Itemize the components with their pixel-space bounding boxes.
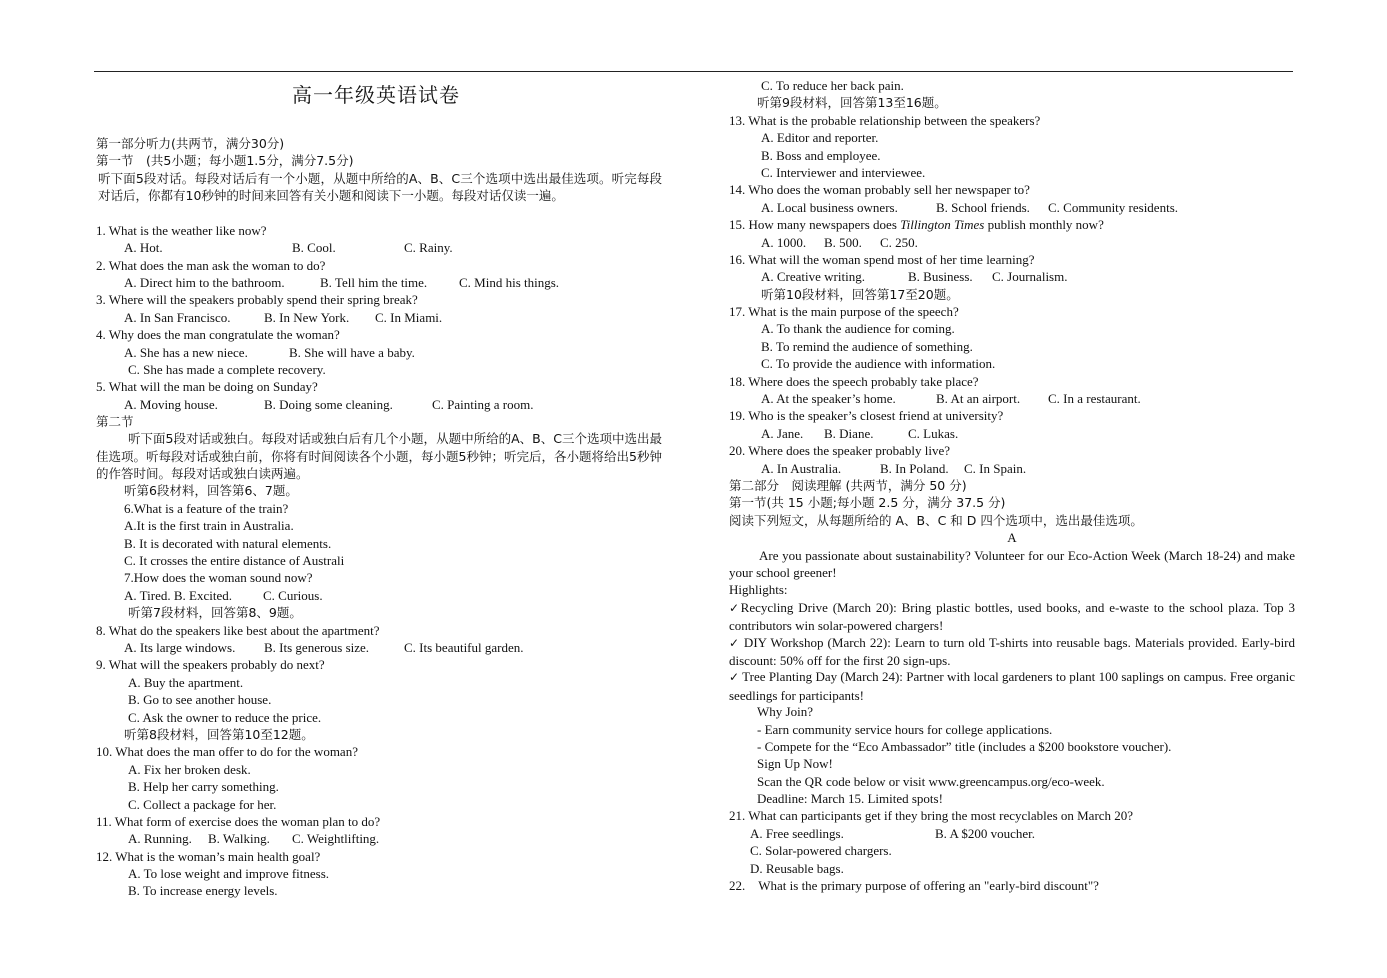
- option-a: A. Running.: [128, 831, 192, 847]
- option-b: B. Cool.: [292, 240, 336, 256]
- option-c: C. In Miami.: [375, 309, 443, 325]
- highlight-recycling: [729, 599, 1295, 634]
- question-4: 4. Why does the man congratulate the woman?: [96, 327, 340, 343]
- option-a: A. Moving house.: [124, 396, 218, 412]
- question-5-options: [96, 396, 662, 413]
- part2-section1-header: 第一节(共 15 小题;每小题 2.5 分，满分 37.5 分): [729, 495, 1006, 511]
- option-c: C. Community residents.: [1048, 199, 1178, 215]
- option-c: C. In a restaurant.: [1048, 391, 1141, 407]
- question-6-option-b: B. It is decorated with natural elements.: [124, 535, 332, 551]
- option-b: B. School friends.: [936, 199, 1030, 215]
- passage-label: A: [1007, 530, 1017, 546]
- question-11: 11. What form of exercise does the woman plan to do?: [96, 813, 381, 829]
- section1-header: 第一节 (共5小题；每小题1.5分，满分7.5分): [96, 153, 354, 169]
- question-17-option-b: B. To remind the audience of something.: [761, 338, 973, 354]
- question-9-option-a: A. Buy the apartment.: [128, 674, 244, 690]
- question-12-option-a: A. To lose weight and improve fitness.: [128, 866, 330, 882]
- question-1: 1. What is the weather like now?: [96, 222, 267, 238]
- material-8-header: 听第8段材料，回答第10至12题。: [124, 726, 314, 742]
- option-b: B. Doing some cleaning.: [264, 396, 393, 412]
- signup-heading: Sign Up Now!: [757, 756, 833, 772]
- option-ab: A. Tired. B. Excited.: [124, 587, 232, 603]
- option-b: B. Tell him the time.: [320, 274, 428, 290]
- highlight-text: Tree Planting Day (March 24): Partner with local gardeners to plant 100 saplings on campus. Free organic seedlings for participants!: [729, 669, 1295, 703]
- question-5: 5. What will the man be doing on Sunday?: [96, 379, 318, 395]
- option-a: A. In San Francisco.: [124, 309, 231, 325]
- question-17-option-c: C. To provide the audience with information.: [761, 356, 996, 372]
- option-a: A. Jane.: [761, 425, 804, 441]
- question-9: 9. What will the speakers probably do next?: [96, 657, 325, 673]
- question-7-options: [96, 587, 662, 604]
- question-14-options: [729, 199, 1295, 216]
- question-12-option-b: B. To increase energy levels.: [128, 883, 278, 899]
- question-21: 21. What can participants get if they bring the most recyclables on March 20?: [729, 808, 1134, 824]
- question-13-option-c: C. Interviewer and interviewee.: [761, 164, 926, 180]
- option-c: C. Painting a room.: [432, 396, 534, 412]
- question-6-option-c: C. It crosses the entire distance of Australi: [124, 553, 345, 569]
- highlight-text: Recycling Drive (March 20): Bring plastic bottles, used books, and e-waste to the school plaza. Top 3 contributors win solar-powered chargers!: [729, 599, 1295, 634]
- question-3: 3. Where will the speakers probably spend their spring break?: [96, 292, 418, 308]
- option-c: C. Journalism.: [992, 269, 1068, 285]
- part2-instructions: 阅读下列短文，从每题所给的 A、B、C 和 D 四个选项中，选出最佳选项。: [729, 512, 1143, 528]
- question-22: 22. What is the primary purpose of offering an "early-bird discount"?: [729, 878, 1099, 894]
- question-17: 17. What is the main purpose of the speech?: [729, 304, 959, 320]
- option-c: C. Rainy.: [404, 240, 453, 256]
- option-c: C. Lukas.: [908, 425, 959, 441]
- option-c: C. Mind his things.: [459, 274, 560, 290]
- question-17-option-a: A. To thank the audience for coming.: [761, 321, 955, 337]
- question-1-options: [96, 239, 662, 256]
- option-a: A. At the speaker’s home.: [761, 391, 896, 407]
- highlight-text: DIY Workshop (March 22): Learn to turn old T-shirts into reusable bags. Materials provided. Early-bird discount: 50% off for the first 20 sign-ups.: [729, 634, 1296, 668]
- signup-deadline: Deadline: March 15. Limited spots!: [757, 791, 943, 807]
- question-10: 10. What does the man offer to do for the woman?: [96, 744, 358, 760]
- question-14: 14. Who does the woman probably sell her newspaper to?: [729, 182, 1030, 198]
- option-a: A. Free seedlings.: [750, 825, 844, 841]
- question-16-options: [729, 268, 1295, 285]
- question-10-option-c: C. Collect a package for her.: [128, 796, 277, 812]
- question-12-option-c: C. To reduce her back pain.: [761, 78, 904, 93]
- option-a: A. She has a new niece.: [124, 344, 248, 360]
- check-icon: ✓: [729, 635, 740, 650]
- part2-header: 第二部分 阅读理解 (共两节，满分 50 分): [729, 477, 967, 493]
- question-16: 16. What will the woman spend most of her time learning?: [729, 251, 1035, 267]
- question-20: 20. Where does the speaker probably live?: [729, 443, 951, 459]
- section1-instructions: 听下面5段对话。每段对话后有一个小题，从题中所给的A、B、C三个选项中选出最佳选项。听完每段对话后，你都有10秒钟的时间来回答有关小题和阅读下一小题。每段对话仅读一遍。: [98, 170, 662, 204]
- question-8-options: [96, 639, 662, 656]
- question-15: [729, 216, 1295, 233]
- question-13: 13. What is the probable relationship between the speakers?: [729, 112, 1041, 128]
- why-join-heading: Why Join?: [757, 704, 813, 720]
- highlight-tree-planting: [729, 668, 1295, 703]
- question-11-options: [96, 830, 662, 847]
- option-a: A. 1000.: [761, 234, 807, 250]
- part1-header: 第一部分听力(共两节，满分30分): [96, 136, 285, 151]
- question-9-option-b: B. Go to see another house.: [128, 692, 272, 708]
- question-18-options: [729, 390, 1295, 407]
- section2-instructions: 听下面5段对话或独白。每段对话或独白后有几个小题，从题中所给的A、B、C三个选项中选出最佳选项。听每段对话或独白前，你将有时间阅读各个小题，每小题5秒钟；听完后，各小题将给出5秒钟的作答时间。每段对话或独白读两遍。: [96, 431, 662, 482]
- question-12: 12. What is the woman’s main health goal?: [96, 848, 321, 864]
- question-13-option-a: A. Editor and reporter.: [761, 130, 879, 146]
- question-18: 18. Where does the speech probably take place?: [729, 373, 979, 389]
- option-a: A. Direct him to the bathroom.: [124, 274, 285, 290]
- question-7: 7.How does the woman sound now?: [124, 570, 313, 586]
- option-c: C. Curious.: [263, 587, 323, 603]
- highlight-workshop: [729, 634, 1295, 669]
- question-9-option-c: C. Ask the owner to reduce the price.: [128, 709, 322, 725]
- option-a: A. Its large windows.: [124, 639, 236, 655]
- option-b: B. Walking.: [208, 831, 270, 847]
- question-6: 6.What is a feature of the train?: [124, 500, 289, 516]
- question-6-option-a: A.It is the first train in Australia.: [124, 518, 294, 534]
- material-7-header: 听第7段材料，回答第8、9题。: [128, 605, 302, 621]
- question-13-option-b: B. Boss and employee.: [761, 147, 881, 163]
- why-join-item-1: - Earn community service hours for college applications.: [757, 721, 1053, 737]
- option-b: B. In New York.: [264, 309, 350, 325]
- option-a: A. In Australia.: [761, 460, 842, 476]
- option-b: B. She will have a baby.: [289, 344, 415, 360]
- check-icon: ✓: [729, 670, 740, 685]
- option-b: B. 500.: [824, 234, 862, 250]
- question-15-pre: 15. How many newspapers does: [729, 217, 901, 233]
- question-2: 2. What does the man ask the woman to do?: [96, 257, 326, 273]
- question-19: 19. Who is the speaker’s closest friend at university?: [729, 408, 1004, 424]
- option-b: B. At an airport.: [936, 391, 1021, 407]
- question-10-option-a: A. Fix her broken desk.: [128, 761, 251, 777]
- option-a: A. Creative writing.: [761, 269, 865, 285]
- option-b: B. Business.: [908, 269, 973, 285]
- question-19-options: [729, 425, 1295, 442]
- newspaper-title: Tillington Times: [900, 217, 985, 233]
- option-b: B. Its generous size.: [264, 639, 370, 655]
- material-10-header: 听第10段材料，回答第17至20题。: [761, 286, 959, 302]
- highlights-heading: Highlights:: [729, 582, 788, 598]
- question-15-post: publish monthly now?: [984, 217, 1104, 233]
- option-c: C. In Spain.: [964, 460, 1027, 476]
- question-21-option-d: D. Reusable bags.: [750, 860, 844, 876]
- why-join-item-2: - Compete for the “Eco Ambassador” title (includes a $200 bookstore voucher).: [757, 738, 1172, 754]
- question-4-options: [96, 344, 662, 361]
- option-b: B. A $200 voucher.: [935, 825, 1036, 841]
- top-rule: [94, 71, 1293, 72]
- question-4-option-c: C. She has made a complete recovery.: [128, 361, 326, 377]
- material-9-header: 听第9段材料，回答第13至16题。: [757, 95, 947, 111]
- question-3-options: [96, 309, 662, 326]
- question-10-option-b: B. Help her carry something.: [128, 779, 279, 795]
- signup-instructions: Scan the QR code below or visit www.greencampus.org/eco-week.: [757, 773, 1105, 789]
- option-a: A. Local business owners.: [761, 199, 898, 215]
- option-c: C. Weightlifting.: [292, 831, 380, 847]
- question-21-options-ab: [729, 825, 1295, 842]
- option-a: A. Hot.: [124, 240, 163, 256]
- option-b: B. Diane.: [824, 425, 874, 441]
- question-15-options: [729, 234, 1295, 251]
- option-c: C. 250.: [880, 234, 918, 250]
- question-20-options: [729, 460, 1295, 477]
- check-icon: ✓: [729, 600, 741, 615]
- right-column: [729, 77, 1295, 894]
- left-column: [96, 135, 662, 900]
- material-6-header: 听第6段材料，回答第6、7题。: [124, 483, 298, 499]
- section2-header: 第二节: [96, 414, 134, 430]
- passage-intro: Are you passionate about sustainability? Volunteer for our Eco-Action Week (March 18-24) and make your school greener!: [729, 547, 1295, 580]
- question-2-options: [96, 274, 662, 291]
- question-21-option-c: C. Solar-powered chargers.: [750, 843, 892, 859]
- page-title: 高一年级英语试卷: [292, 83, 460, 107]
- option-c: C. Its beautiful garden.: [404, 639, 524, 655]
- question-8: 8. What do the speakers like best about the apartment?: [96, 622, 380, 638]
- option-b: B. In Poland.: [880, 460, 949, 476]
